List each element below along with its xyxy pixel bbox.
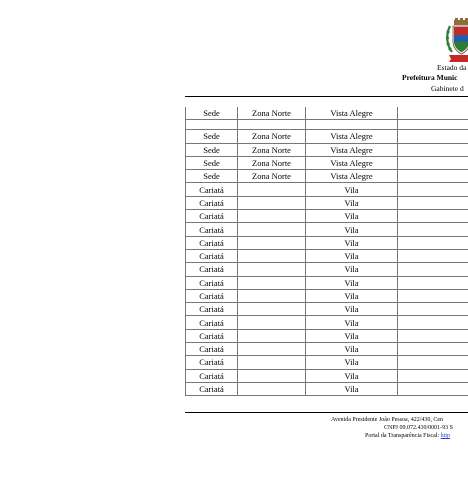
table-cell: Cariatá bbox=[186, 329, 238, 342]
table-cell bbox=[398, 289, 468, 302]
table-row bbox=[186, 223, 468, 236]
table-row bbox=[186, 210, 468, 223]
table-cell: Zona Norte bbox=[238, 107, 306, 120]
table-cell bbox=[306, 120, 398, 130]
table-cell: Cariatá bbox=[186, 289, 238, 302]
table-row bbox=[186, 120, 468, 130]
table-cell bbox=[398, 183, 468, 196]
table-cell bbox=[186, 120, 238, 130]
table-cell: Cariatá bbox=[186, 276, 238, 289]
city-hall-name: Prefeitura Munic bbox=[402, 73, 458, 82]
table-row bbox=[186, 236, 468, 249]
table-cell bbox=[238, 196, 306, 209]
table-cell: Sede bbox=[186, 156, 238, 169]
table-cell bbox=[238, 382, 306, 395]
table-cell: Cariatá bbox=[186, 316, 238, 329]
table-cell bbox=[398, 249, 468, 262]
table-row bbox=[186, 143, 468, 156]
table-cell: Vila bbox=[306, 236, 398, 249]
table-cell: Zona Norte bbox=[238, 143, 306, 156]
table-row bbox=[186, 369, 468, 382]
table-row bbox=[186, 343, 468, 356]
table-cell bbox=[398, 210, 468, 223]
table-row bbox=[186, 276, 468, 289]
table-cell: Sede bbox=[186, 107, 238, 120]
table-row bbox=[186, 130, 468, 143]
portal-link[interactable]: http bbox=[440, 433, 450, 439]
table-cell bbox=[238, 289, 306, 302]
table-cell bbox=[398, 303, 468, 316]
table-cell: Cariatá bbox=[186, 236, 238, 249]
table-cell bbox=[398, 382, 468, 395]
table-cell: Vila bbox=[306, 196, 398, 209]
office-name: Gabinete d bbox=[431, 84, 464, 93]
table-cell: Vila bbox=[306, 289, 398, 302]
table-row bbox=[186, 107, 468, 120]
table-cell bbox=[398, 130, 468, 143]
table-cell bbox=[398, 143, 468, 156]
table-cell: Vista Alegre bbox=[306, 143, 398, 156]
table-cell bbox=[398, 170, 468, 183]
table-cell: Vila bbox=[306, 276, 398, 289]
table-cell bbox=[398, 120, 468, 130]
table-cell: Cariatá bbox=[186, 263, 238, 276]
table-cell bbox=[238, 303, 306, 316]
table-cell: Vista Alegre bbox=[306, 170, 398, 183]
footer-address: Avenida Presidente João Pessoa, 422/430, Cen bbox=[331, 417, 444, 423]
table-cell bbox=[398, 263, 468, 276]
table-cell: Vila bbox=[306, 303, 398, 316]
table-cell: Vila bbox=[306, 223, 398, 236]
table-cell: Sede bbox=[186, 130, 238, 143]
table-row bbox=[186, 263, 468, 276]
table-cell bbox=[398, 107, 468, 120]
table-cell: Cariatá bbox=[186, 356, 238, 369]
table-cell: Cariatá bbox=[186, 183, 238, 196]
table-cell bbox=[398, 196, 468, 209]
header-divider bbox=[185, 96, 468, 97]
table-cell bbox=[238, 120, 306, 130]
table-row bbox=[186, 249, 468, 262]
footer-portal-label: Portal da Transparência Fiscal: bbox=[365, 433, 441, 439]
table-cell bbox=[398, 276, 468, 289]
table-cell bbox=[398, 236, 468, 249]
footer-divider bbox=[185, 412, 468, 413]
state-name: Estado da bbox=[437, 63, 467, 72]
table-row bbox=[186, 170, 468, 183]
table-cell: Cariatá bbox=[186, 249, 238, 262]
table-cell: Vista Alegre bbox=[306, 156, 398, 169]
table-cell bbox=[398, 343, 468, 356]
table-cell: Cariatá bbox=[186, 210, 238, 223]
table-cell: Vila bbox=[306, 329, 398, 342]
table-cell bbox=[238, 369, 306, 382]
table-cell bbox=[238, 236, 306, 249]
footer-cnpj: CNPJ 09.072.430/0001-93 S bbox=[384, 425, 454, 431]
table-cell: Cariatá bbox=[186, 382, 238, 395]
table-cell bbox=[238, 276, 306, 289]
table-cell bbox=[398, 329, 468, 342]
table-cell: Zona Norte bbox=[238, 170, 306, 183]
table-cell: Vila bbox=[306, 316, 398, 329]
table-cell: Vila bbox=[306, 369, 398, 382]
table-row bbox=[186, 196, 468, 209]
table-row bbox=[186, 183, 468, 196]
table-cell bbox=[398, 223, 468, 236]
table-cell: Sede bbox=[186, 170, 238, 183]
table-cell: Cariatá bbox=[186, 303, 238, 316]
table-cell: Vila bbox=[306, 183, 398, 196]
table-cell: Zona Norte bbox=[238, 156, 306, 169]
table-cell: Vista Alegre bbox=[306, 107, 398, 120]
table-cell bbox=[398, 356, 468, 369]
table-cell bbox=[238, 210, 306, 223]
table-cell: Cariatá bbox=[186, 343, 238, 356]
table-cell bbox=[238, 356, 306, 369]
table-cell: Cariatá bbox=[186, 369, 238, 382]
table-row bbox=[186, 156, 468, 169]
table-cell bbox=[398, 316, 468, 329]
table-cell bbox=[238, 183, 306, 196]
coat-of-arms-icon bbox=[444, 18, 468, 62]
footer-portal bbox=[365, 433, 450, 441]
table-cell bbox=[238, 316, 306, 329]
table-cell bbox=[398, 156, 468, 169]
table-cell: Zona Norte bbox=[238, 130, 306, 143]
table-cell: Sede bbox=[186, 143, 238, 156]
table-cell bbox=[238, 263, 306, 276]
table-cell: Vila bbox=[306, 263, 398, 276]
table-cell bbox=[238, 223, 306, 236]
table-cell: Vila bbox=[306, 343, 398, 356]
table-row bbox=[186, 316, 468, 329]
table-cell bbox=[238, 329, 306, 342]
table-row bbox=[186, 382, 468, 395]
locations-table bbox=[185, 107, 468, 396]
table-cell: Vila bbox=[306, 382, 398, 395]
table-row bbox=[186, 303, 468, 316]
table-row bbox=[186, 289, 468, 302]
table-cell bbox=[238, 343, 306, 356]
table-cell: Vista Alegre bbox=[306, 130, 398, 143]
table-cell: Vila bbox=[306, 249, 398, 262]
table-row bbox=[186, 356, 468, 369]
table-cell bbox=[398, 369, 468, 382]
table-cell: Vila bbox=[306, 210, 398, 223]
table-cell: Vila bbox=[306, 356, 398, 369]
table-cell: Cariatá bbox=[186, 223, 238, 236]
table-row bbox=[186, 329, 468, 342]
table-cell bbox=[238, 249, 306, 262]
table-cell: Cariatá bbox=[186, 196, 238, 209]
